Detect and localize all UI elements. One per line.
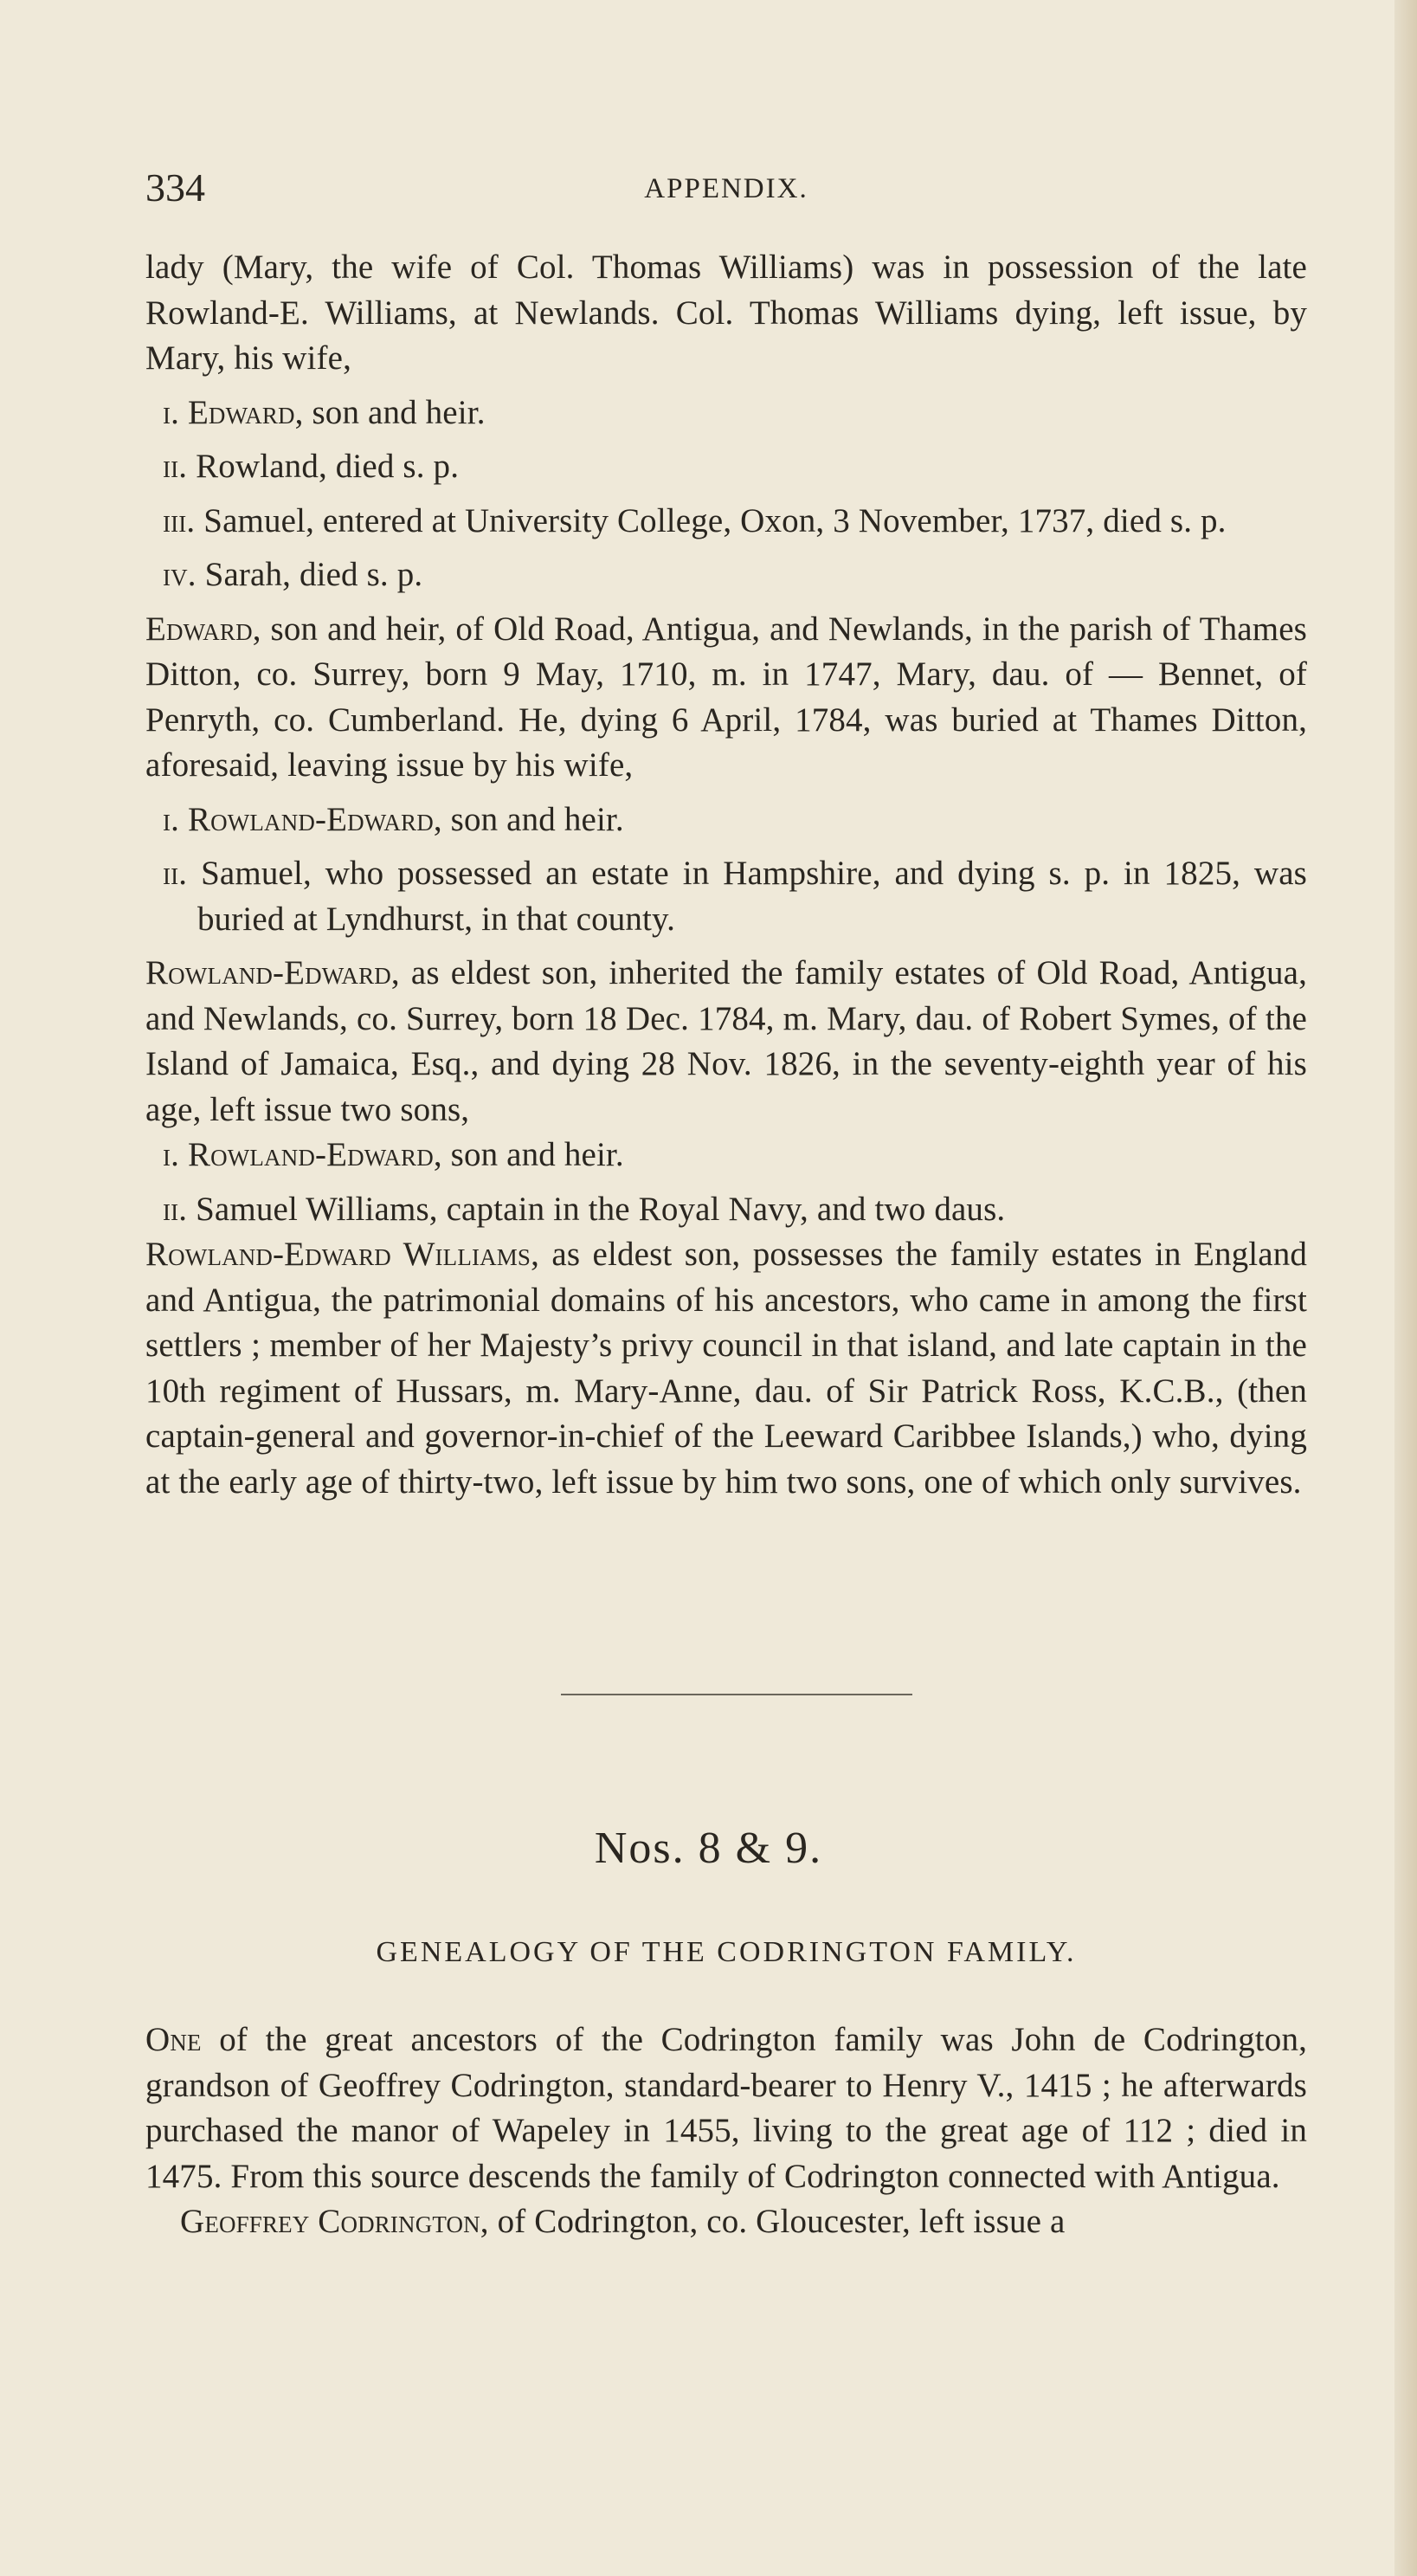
- list-item: ii. Rowland, died s. p.: [163, 448, 460, 485]
- upper-text: [145, 245, 1307, 1505]
- list-item: ii. Samuel, who possessed an estate in Hampshire, and dying s. p. in 1825, was buried at Lyndhurst, in that county.: [163, 855, 1307, 938]
- section-title: GENEALOGY OF THE CODRINGTON FAMILY.: [376, 1936, 1077, 1968]
- page-edge: [1394, 0, 1417, 2576]
- list-item: i. Rowland-Edward, son and heir.: [163, 800, 624, 838]
- paragraph-rowland-edward-williams: Rowland-Edward Williams, as eldest son, possesses the family estates in England and Antigua, the patrimonial domains of his ancestors, who came in among the first settlers ; member of her Majesty’s privy council in that island, and late captain in the 10th regiment of Hussars, m. Mary-Anne, dau. of Sir Patrick Ross, K.C.B., (then captain-general and governor-in-chief of the Leeward Caribbee Islands,) who, dying at the early age of thirty-two, left issue by him two sons, one of which only survives.: [145, 1236, 1307, 1501]
- running-head: APPENDIX.: [644, 173, 808, 204]
- paragraph-codrington-ancestors: One of the great ancestors of the Codrington family was John de Codrington, grandson of Geoffrey Codrington, standard-bearer to Henry V., 1415 ; he afterwards purchased the manor of Wapeley in 1455, living to the great age of 112 ; died in 1475. From this source descends the family of Codrington connected with Antigua.: [145, 2021, 1307, 2195]
- paragraph-geoffrey-codrington: Geoffrey Codrington, of Codrington, co. Gloucester, left issue a: [180, 2203, 1066, 2240]
- intro-paragraph: lady (Mary, the wife of Col. Thomas Williams) was in possession of the late Rowland-E. Williams, at Newlands. Col. Thomas Williams dying, left issue, by Mary, his wife,: [145, 249, 1307, 377]
- list-item: i. Rowland-Edward, son and heir.: [163, 1136, 624, 1173]
- list-item: i. Edward, son and heir.: [163, 393, 486, 431]
- list-item: iv. Sarah, died s. p.: [163, 556, 423, 593]
- page-number: 334: [145, 165, 205, 210]
- list-item: iii. Samuel, entered at University College, Oxon, 3 November, 1737, died s. p.: [163, 501, 1227, 539]
- section-divider: [561, 1694, 912, 1695]
- section-number: Nos. 8 & 9.: [594, 1824, 823, 1873]
- page-header: [145, 165, 1307, 216]
- paragraph-edward: Edward, son and heir, of Old Road, Antigua, and Newlands, in the parish of Thames Ditton, co. Surrey, born 9 May, 1710, m. in 1747, Mary, dau. of — Bennet, of Penryth, co. Cumberland. He, dying 6 April, 1784, was buried at Thames Ditton, aforesaid, leaving issue by his wife,: [145, 610, 1307, 784]
- list-item: ii. Samuel Williams, captain in the Royal Navy, and two daus.: [163, 1190, 1006, 1228]
- paragraph-rowland-edward: Rowland-Edward, as eldest son, inherited the family estates of Old Road, Antigua, and Newlands, co. Surrey, born 18 Dec. 1784, m. Mary, dau. of Robert Symes, of the Island of Jamaica, Esq., and dying 28 Nov. 1826, in the seventy-eighth year of his age, left issue two sons,: [145, 954, 1307, 1128]
- lower-text: [145, 2018, 1307, 2245]
